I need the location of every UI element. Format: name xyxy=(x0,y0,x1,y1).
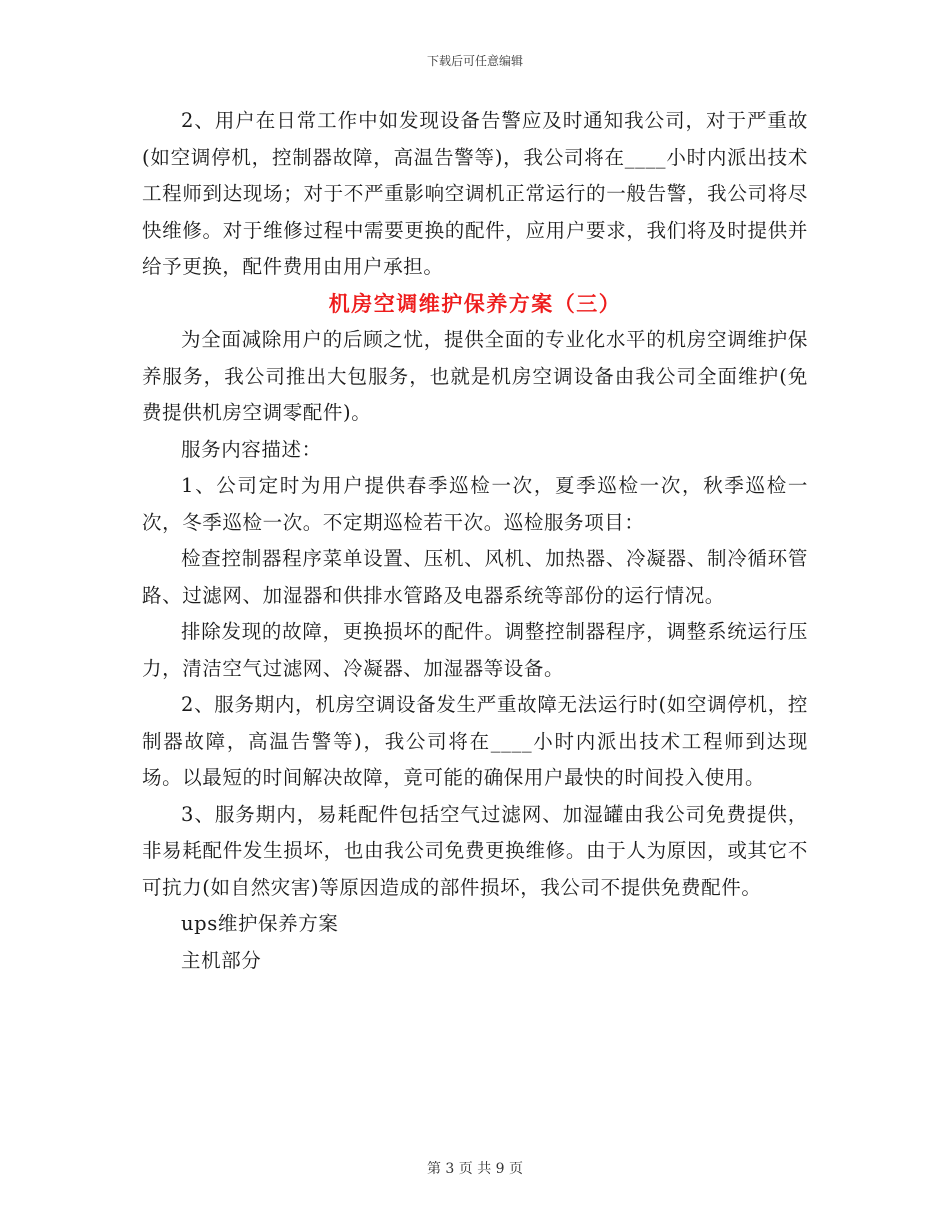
document-body xyxy=(142,103,808,979)
paragraph-user-alarm-notice: 2、用户在日常工作中如发现设备告警应及时通知我公司，对于严重故(如空调停机，控制器故障，高温告警等)，我公司将在____小时内派出技术工程师到达现场；对于不严重影响空调机正常运行的一般告警，我公司将尽快维修。对于维修过程中需要更换的配件，应用户要求，我们将及时提供并给予更换，配件费用由用户承担。 xyxy=(142,109,808,278)
paragraph-serious-fault: 2、服务期内，机房空调设备发生严重故障无法运行时(如空调停机，控制器故障，高温告警等)，我公司将在____小时内派出技术工程师到达现场。以最短的时间解决故障，竟可能的确保用户最快的时间投入使用。 xyxy=(142,693,808,789)
paragraph-host-section: 主机部分 xyxy=(181,948,262,972)
paragraph-intro: 为全面减除用户的后顾之忧，提供全面的专业化水平的机房空调维护保养服务，我公司推出大包服务，也就是机房空调设备由我公司全面维护(免费提供机房空调零配件)。 xyxy=(142,328,808,424)
paragraph-service-desc-heading: 服务内容描述： xyxy=(181,437,322,461)
paragraph-consumables: 3、服务期内，易耗配件包括空气过滤网、加湿罐由我公司免费提供，非易耗配件发生损坏，也由我公司免费更换维修。由于人为原因，或其它不可抗力(如自然灾害)等原因造成的部件损坏，我公司不提供免费配件。 xyxy=(142,802,808,899)
paragraph-inspection-items: 检查控制器程序菜单设置、压机、风机、加热器、冷凝器、制冷循环管路、过滤网、加湿器和供排水管路及电器系统等部份的运行情况。 xyxy=(142,547,808,607)
paragraph-fault-removal: 排除发现的故障，更换损坏的配件。调整控制器程序，调整系统运行压力，清洁空气过滤网、冷凝器、加湿器等设备。 xyxy=(142,620,808,680)
page-header: 下载后可任意编辑 xyxy=(426,54,523,68)
section-title: 机房空调维护保养方案（三） xyxy=(328,290,622,316)
page-footer: 第 3 页 共 9 页 xyxy=(426,1161,524,1177)
paragraph-ups-heading: ups维护保养方案 xyxy=(181,912,339,935)
paragraph-inspection-schedule: 1、公司定时为用户提供春季巡检一次，夏季巡检一次，秋季巡检一次，冬季巡检一次。不定期巡检若干次。巡检服务项目： xyxy=(142,474,808,534)
